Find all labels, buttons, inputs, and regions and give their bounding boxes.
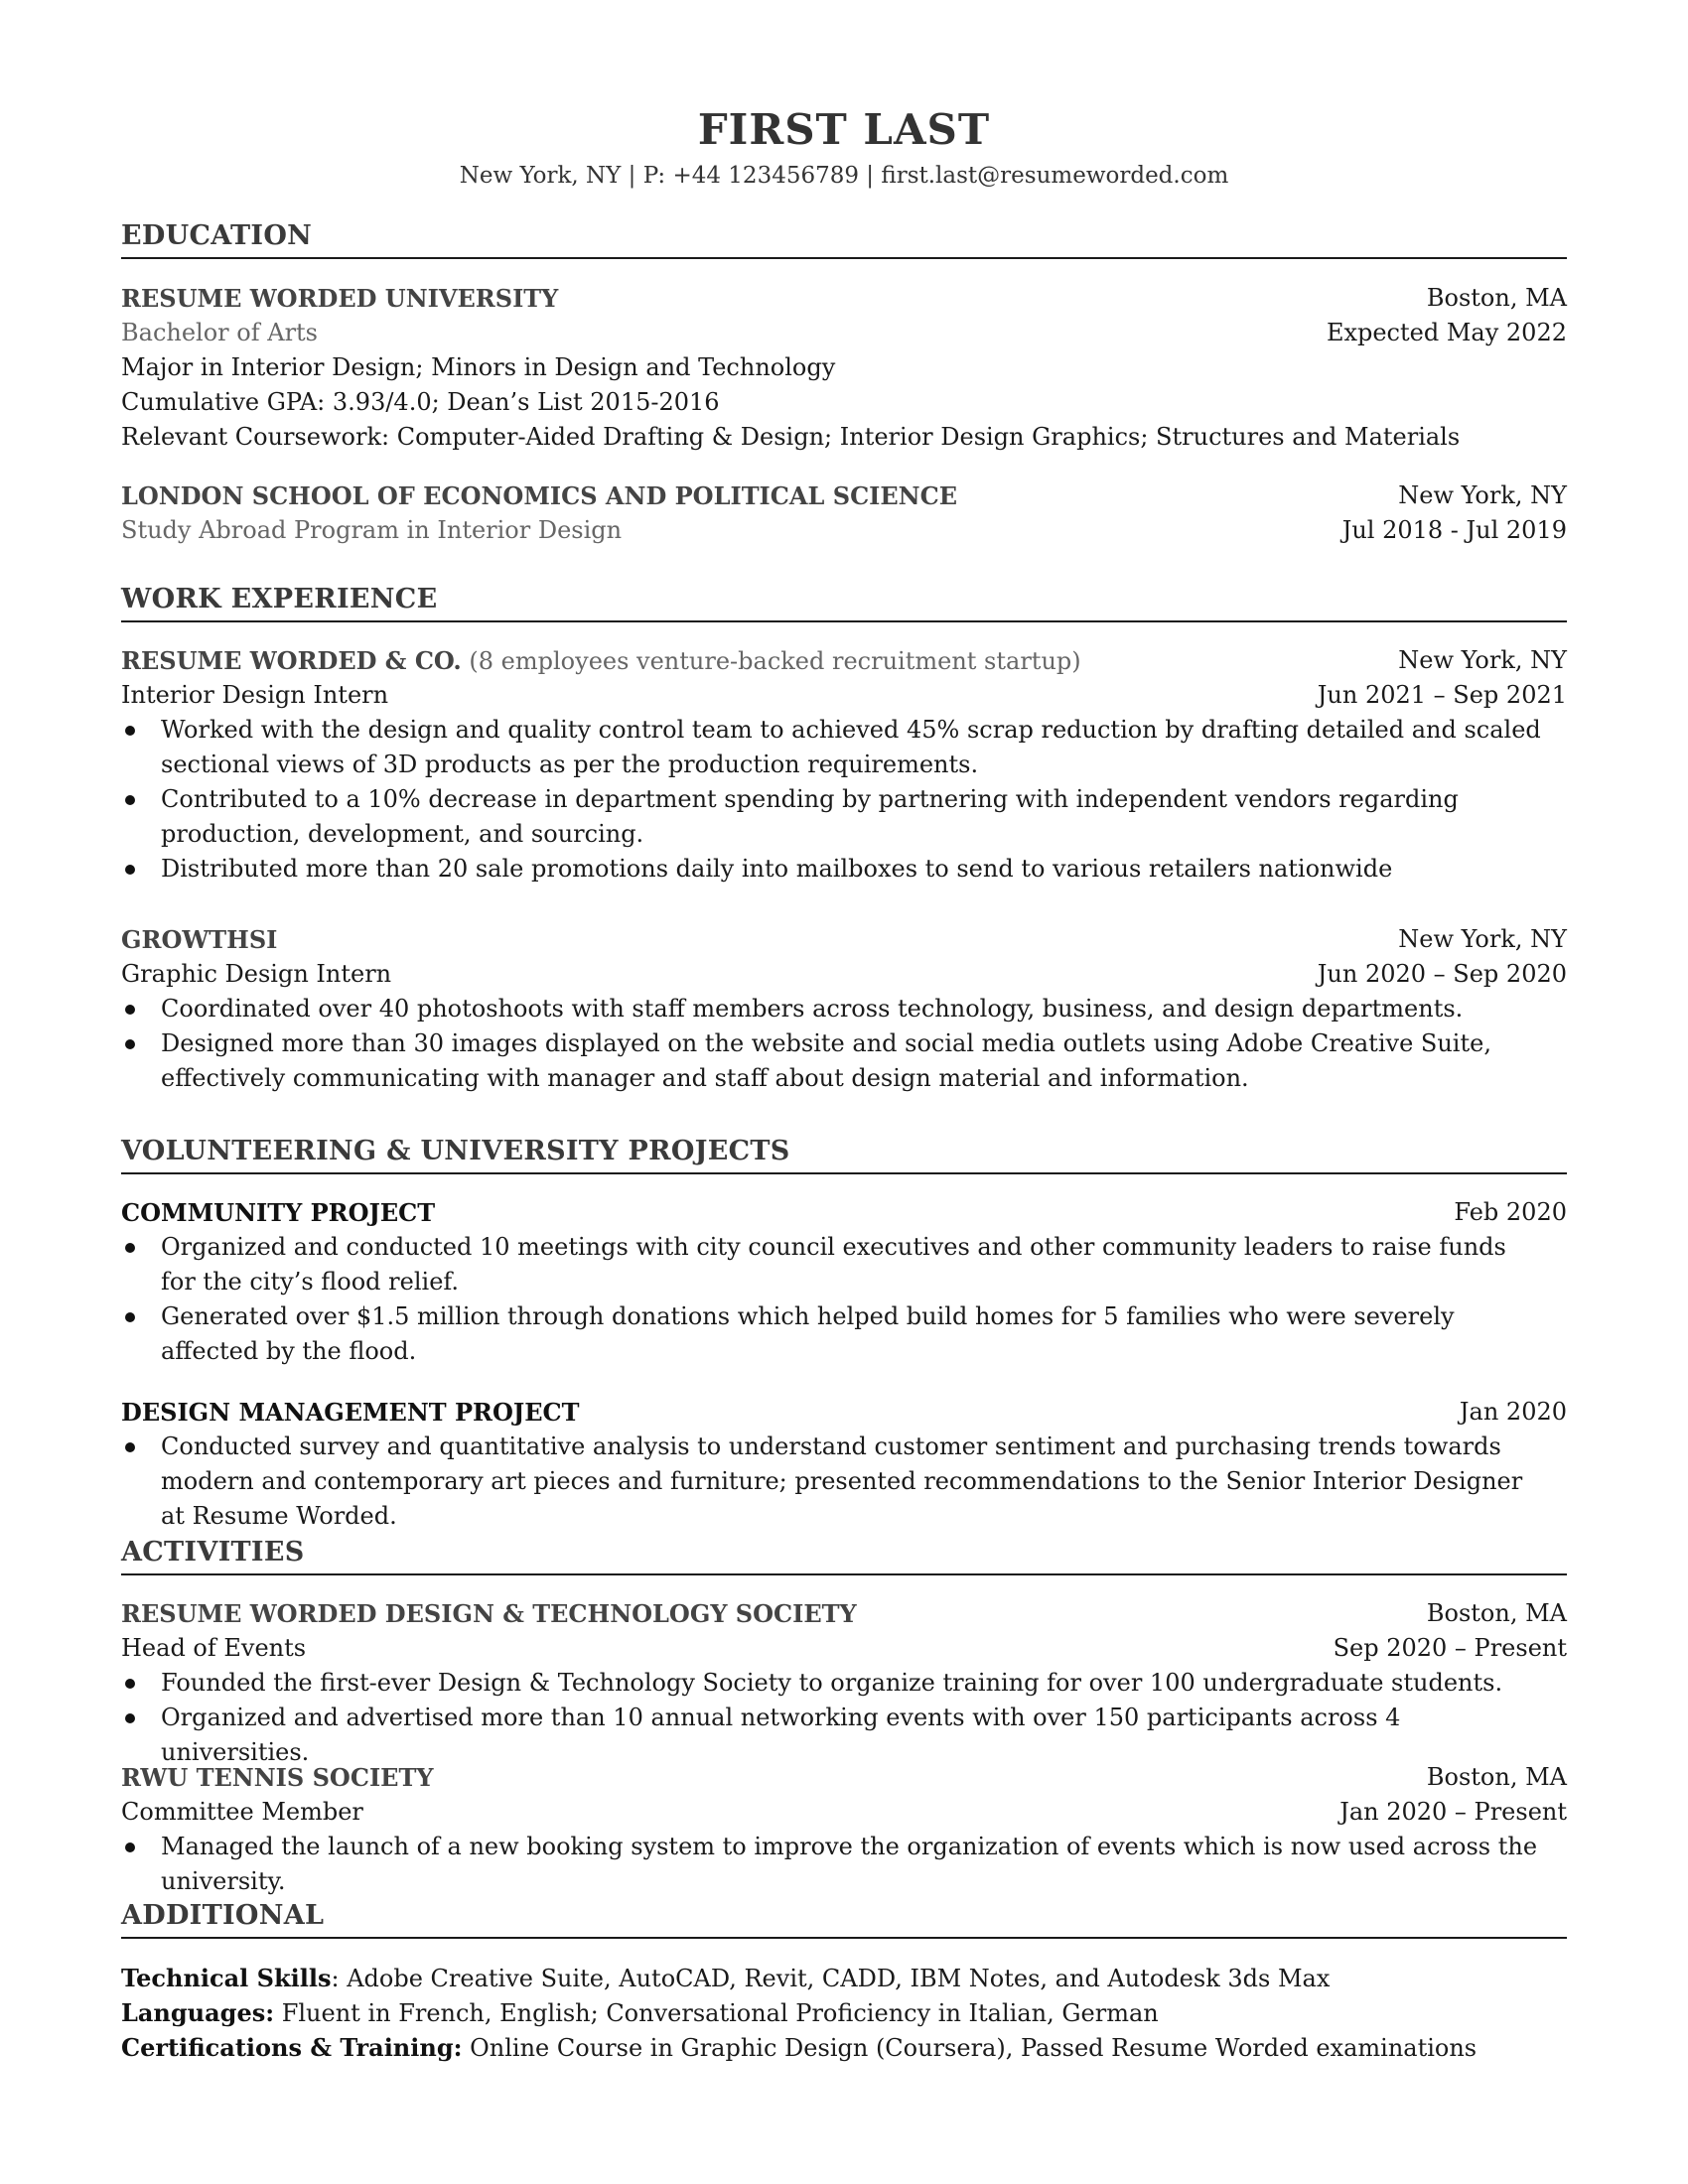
additional-label: Technical Skills <box>121 1964 332 1992</box>
job-subheader <box>121 957 1567 992</box>
job-bullets <box>121 713 1547 887</box>
bullet-item: Generated over $1.5 million through donations which helped build homes for 5 families who were severely affected by the flood. <box>121 1299 1547 1369</box>
project-bullets <box>121 1230 1547 1369</box>
activity-subheader <box>121 1631 1567 1666</box>
bullet-item: Founded the first-ever Design & Technology Society to organize training for over 100 undergraduate students. <box>121 1666 1547 1701</box>
section-title-work-experience: WORK EXPERIENCE <box>121 584 1567 622</box>
activity-location: Boston, MA <box>1426 1763 1567 1791</box>
activity-name: RESUME WORDED DESIGN & TECHNOLOGY SOCIETY <box>121 1599 857 1628</box>
activity-date: Sep 2020 – Present <box>1333 1634 1567 1662</box>
project-header <box>121 1395 1567 1430</box>
job-bullets <box>121 992 1547 1096</box>
degree: Bachelor of Arts <box>121 319 318 346</box>
additional-separator <box>462 2034 470 2062</box>
additional-technical-skills <box>121 1961 1567 1996</box>
institution-location: New York, NY <box>1398 481 1567 509</box>
job-role: Interior Design Intern <box>121 681 389 709</box>
activity-location: Boston, MA <box>1426 1599 1567 1627</box>
bullet-item: Distributed more than 20 sale promotions daily into mailboxes to send to various retailers nationwide <box>121 852 1547 887</box>
activity-role: Head of Events <box>121 1634 307 1662</box>
section-title-volunteering: VOLUNTEERING & UNIVERSITY PROJECTS <box>121 1136 1567 1174</box>
institution-name: LONDON SCHOOL OF ECONOMICS AND POLITICAL SCIENCE <box>121 481 958 510</box>
job-date: Jun 2020 – Sep 2020 <box>1317 960 1567 988</box>
job-header <box>121 643 1567 679</box>
project-header <box>121 1195 1567 1230</box>
job-location: New York, NY <box>1398 925 1567 953</box>
section-title-activities: ACTIVITIES <box>121 1537 1567 1575</box>
education-detail: Major in Interior Design; Minors in Design and Technology <box>121 353 836 381</box>
institution-location: Boston, MA <box>1426 284 1567 312</box>
bullet-item: Designed more than 30 images displayed on the website and social media outlets using Adobe Creative Suite, effectively communicating with manager and staff about design material and information. <box>121 1026 1547 1096</box>
additional-certifications <box>121 2030 1567 2066</box>
employer-name: RESUME WORDED & CO. <box>121 646 462 675</box>
education-entry-header <box>121 478 1567 513</box>
degree: Study Abroad Program in Interior Design <box>121 516 623 544</box>
activity-header <box>121 1596 1567 1631</box>
activity-date: Jan 2020 – Present <box>1339 1798 1567 1826</box>
bullet-item: Managed the launch of a new booking system to improve the organization of events which is now used across the university. <box>121 1830 1547 1899</box>
job-header <box>121 922 1567 957</box>
activity-role: Committee Member <box>121 1798 363 1826</box>
additional-separator <box>274 1999 282 2027</box>
project-name: DESIGN MANAGEMENT PROJECT <box>121 1398 580 1427</box>
contact-line: New York, NY | P: +44 123456789 | first.last@resumeworded.com <box>459 163 1229 189</box>
education-detail: Relevant Coursework: Computer-Aided Drafting & Design; Interior Design Graphics; Structures and Materials <box>121 423 1461 451</box>
additional-label: Certifications & Training: <box>121 2033 463 2062</box>
job-role: Graphic Design Intern <box>121 960 392 988</box>
job-subheader <box>121 678 1567 713</box>
job-location: New York, NY <box>1398 646 1567 674</box>
additional-separator: : <box>331 1965 348 1992</box>
bullet-item: Contributed to a 10% decrease in department spending by partnering with independent vendors regarding production, development, and sourcing. <box>121 782 1547 852</box>
education-date: Expected May 2022 <box>1326 319 1567 346</box>
employer-note: (8 employees venture-backed recruitment startup) <box>469 647 1081 675</box>
additional-languages <box>121 1995 1567 2031</box>
education-entry-header <box>121 281 1567 316</box>
project-date: Feb 2020 <box>1454 1198 1567 1226</box>
bullet-item: Organized and conducted 10 meetings with city council executives and other community leaders to raise funds for the city’s flood relief. <box>121 1230 1547 1299</box>
education-detail: Cumulative GPA: 3.93/4.0; Dean’s List 2015-2016 <box>121 388 720 416</box>
institution-name: RESUME WORDED UNIVERSITY <box>121 284 559 313</box>
candidate-name: FIRST LAST <box>697 105 991 154</box>
bullet-item: Coordinated over 40 photoshoots with staff members across technology, business, and design departments. <box>121 992 1547 1026</box>
bullet-item: Organized and advertised more than 10 annual networking events with over 150 participants across 4 universities. <box>121 1701 1547 1770</box>
education-date: Jul 2018 - Jul 2019 <box>1341 516 1567 544</box>
activity-bullets <box>121 1666 1547 1770</box>
additional-value: Fluent in French, English; Conversational Proficiency in Italian, German <box>281 1999 1159 2027</box>
employer <box>121 643 1081 679</box>
employer-name: GROWTHSI <box>121 925 278 954</box>
additional-label: Languages: <box>121 1998 275 2027</box>
project-bullets <box>121 1430 1547 1534</box>
bullet-item: Worked with the design and quality control team to achieved 45% scrap reduction by drafting detailed and scaled sectional views of 3D products as per the production requirements. <box>121 713 1547 782</box>
activity-name: RWU TENNIS SOCIETY <box>121 1763 434 1792</box>
bullet-item: Conducted survey and quantitative analysis to understand customer sentiment and purchasing trends towards modern and contemporary art pieces and furniture; presented recommendations to the Senior Interior Designer at Resume Worded. <box>121 1430 1547 1534</box>
education-entry-subheader <box>121 316 1567 350</box>
section-title-education: EDUCATION <box>121 220 1567 259</box>
education-entry-subheader <box>121 513 1567 548</box>
activity-subheader <box>121 1795 1567 1830</box>
additional-value: Adobe Creative Suite, AutoCAD, Revit, CADD, IBM Notes, and Autodesk 3ds Max <box>347 1965 1331 1992</box>
activity-bullets <box>121 1830 1547 1899</box>
section-title-additional: ADDITIONAL <box>121 1900 1567 1939</box>
job-date: Jun 2021 – Sep 2021 <box>1317 681 1567 709</box>
project-name: COMMUNITY PROJECT <box>121 1198 436 1227</box>
additional-value: Online Course in Graphic Design (Coursera), Passed Resume Worded examinations <box>470 2034 1477 2062</box>
project-date: Jan 2020 <box>1459 1398 1567 1426</box>
activity-header <box>121 1760 1567 1795</box>
